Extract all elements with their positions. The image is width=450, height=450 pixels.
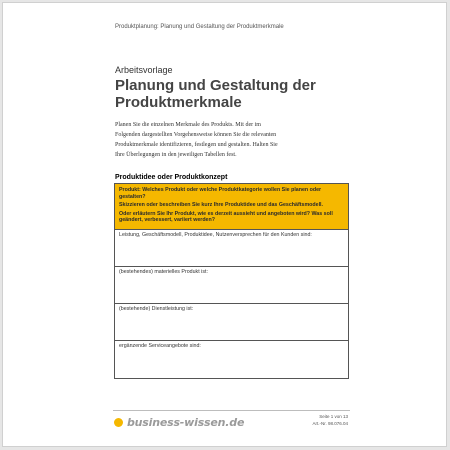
document-page [2, 2, 447, 447]
form-table [114, 183, 349, 379]
prompt-product: Produkt: Welches Produkt oder welche Produktkategorie wollen Sie planen oder gestalten? [119, 187, 322, 200]
prompt-box [115, 184, 348, 230]
document-kicker: Arbeitsvorlage [115, 65, 173, 75]
footer-divider [113, 410, 350, 411]
brand-logo [114, 416, 244, 429]
prompt-sketch: Skizzieren oder beschreiben Sie kurz Ihre Produktidee und das Geschäftsmodell. [119, 202, 323, 209]
section-heading: Produktidee oder Produktkonzept [115, 174, 228, 181]
logo-dot-icon [114, 418, 123, 427]
field-material-product[interactable]: (bestehendes) materielles Produkt ist: [115, 267, 348, 304]
logo-text: business-wissen.de [127, 416, 245, 429]
field-business-model[interactable]: Leistung, Geschäftsmodell, Produktidee, Nutzenversprechen für den Kunden sind: [115, 230, 348, 267]
prompt-explain: Oder erläutern Sie Ihr Produkt, wie es derzeit aussieht und angeboten wird? Was soll geändert, verbessert, variiert werden? [119, 210, 333, 224]
intro-paragraph: Planen Sie die einzelnen Merkmale des Produkts. Mit der im Folgenden dargestellten Vorgehensweise können Sie die relevanten Produktmerkmale identifizieren, festlegen und gestalten. Halten Sie Ihre Überlegungen in den jeweiligen Tabellen fest. [115, 122, 278, 158]
page-number: Seite 1 von 13 [319, 414, 348, 419]
field-additional-services[interactable]: ergänzende Serviceangebote sind: [119, 343, 201, 349]
document-title: Planung und Gestaltung der Produktmerkmale [115, 77, 316, 111]
running-header: Produktplanung: Planung und Gestaltung der Produktmerkmale [115, 24, 284, 30]
field-service[interactable]: (bestehende) Dienstleistung ist: [115, 304, 348, 341]
article-number: Art.-Nr. 98.076.04 [312, 421, 348, 426]
page-meta [312, 413, 348, 427]
